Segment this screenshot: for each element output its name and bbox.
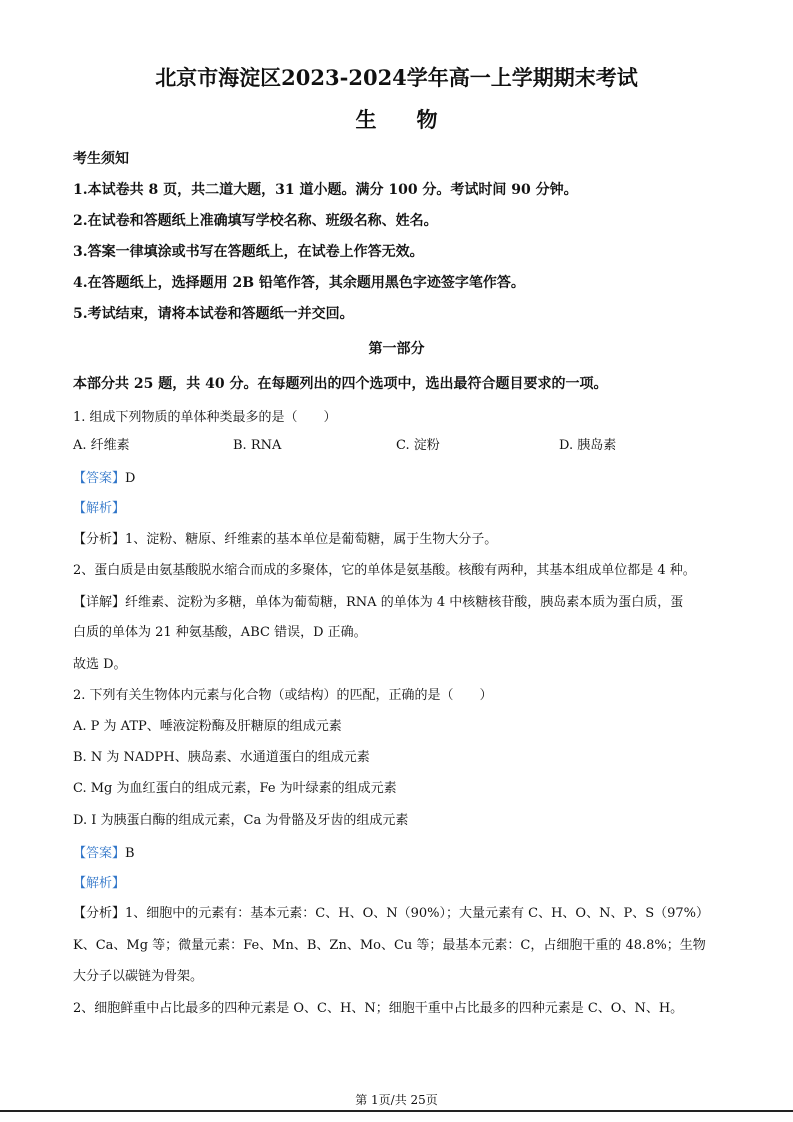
q2-fenxi: 【分析】1、细胞中的元素有：基本元素：C、H、O、N（90%）；大量元素有 C、H、O、N、P、S（97%） — [73, 906, 709, 921]
q2-option-c: C. Mg 为血红蛋白的组成元素，Fe 为叶绿素的组成元素 — [73, 781, 397, 796]
notice-item-1: 1.本试卷共 8 页，共二道大题，31 道小题。满分 100 分。考试时间 90 分钟。 — [73, 182, 578, 198]
q2-option-a: A. P 为 ATP、唾液淀粉酶及肝糖原的组成元素 — [73, 719, 342, 734]
q1-option-b: B. RNA — [233, 438, 282, 453]
part-intro: 本部分共 25 题，共 40 分。在每题列出的四个选项中，选出最符合题目要求的一项。 — [73, 376, 608, 392]
answer-tag: 【答案】 — [73, 471, 126, 486]
q2-option-d: D. I 为胰蛋白酶的组成元素，Ca 为骨骼及牙齿的组成元素 — [73, 813, 409, 828]
q1-conclusion: 故选 D。 — [73, 657, 127, 672]
notice-item-5: 5.考试结束，请将本试卷和答题纸一并交回。 — [73, 306, 354, 322]
notice-item-4: 4.在答题纸上，选择题用 2B 铅笔作答，其余题用黑色字迹签字笔作答。 — [73, 275, 525, 291]
q1-analysis-tag: 【解析】 — [73, 501, 126, 516]
page-number: 第 1页/共 25页 — [355, 1093, 438, 1107]
page-title: 北京市海淀区2023-2024学年高一上学期期末考试 — [155, 65, 638, 90]
subject-title: 生物 — [355, 107, 478, 132]
q1-option-c: C. 淀粉 — [396, 438, 440, 453]
q2-option-b: B. N 为 NADPH、胰岛素、水通道蛋白的组成元素 — [73, 750, 370, 765]
q1-xiangjie-cont: 白质的单体为 21 种氨基酸，ABC 错误，D 正确。 — [73, 625, 367, 640]
q2-analysis-tag: 【解析】 — [73, 876, 126, 891]
q2-fenxi-cont-2: 大分子以碳链为骨架。 — [73, 969, 204, 984]
q2-answer — [73, 845, 135, 863]
q1-xiangjie: 【详解】纤维素、淀粉为多糖，单体为葡萄糖，RNA 的单体为 4 中核糖核苷酸，胰岛素本质为蛋白质，蛋 — [73, 595, 684, 610]
q1-stem: 1. 组成下列物质的单体种类最多的是（ ） — [73, 410, 337, 425]
answer-value: D — [125, 471, 136, 486]
q1-fenxi: 【分析】1、淀粉、糖原、纤维素的基本单位是葡萄糖，属于生物大分子。 — [73, 532, 498, 547]
q1-fenxi-2: 2、蛋白质是由氨基酸脱水缩合而成的多聚体，它的单体是氨基酸。核酸有两种，其基本组成单位都是 4 种。 — [73, 563, 696, 578]
q2-stem: 2. 下列有关生物体内元素与化合物（或结构）的匹配，正确的是（ ） — [73, 688, 493, 703]
answer-tag: 【答案】 — [73, 846, 126, 861]
notice-item-3: 3.答案一律填涂或书写在答题纸上，在试卷上作答无效。 — [73, 244, 424, 260]
notice-item-2: 2.在试卷和答题纸上准确填写学校名称、班级名称、姓名。 — [73, 213, 438, 229]
part-heading: 第一部分 — [368, 341, 425, 357]
q1-option-a: A. 纤维素 — [73, 438, 130, 453]
notice-heading: 考生须知 — [73, 151, 129, 167]
q2-fenxi-line-2: 2、细胞鲜重中占比最多的四种元素是 O、C、H、N；细胞干重中占比最多的四种元素是 C、O、N、H。 — [73, 1001, 684, 1016]
q2-fenxi-cont-1: K、Ca、Mg 等；微量元素：Fe、Mn、B、Zn、Mo、Cu 等；最基本元素：C，占细胞干重的 48.8%；生物 — [73, 938, 706, 953]
bottom-rule — [0, 1110, 793, 1112]
answer-value: B — [125, 846, 135, 861]
q1-option-d: D. 胰岛素 — [559, 438, 617, 453]
q1-answer — [73, 470, 135, 488]
